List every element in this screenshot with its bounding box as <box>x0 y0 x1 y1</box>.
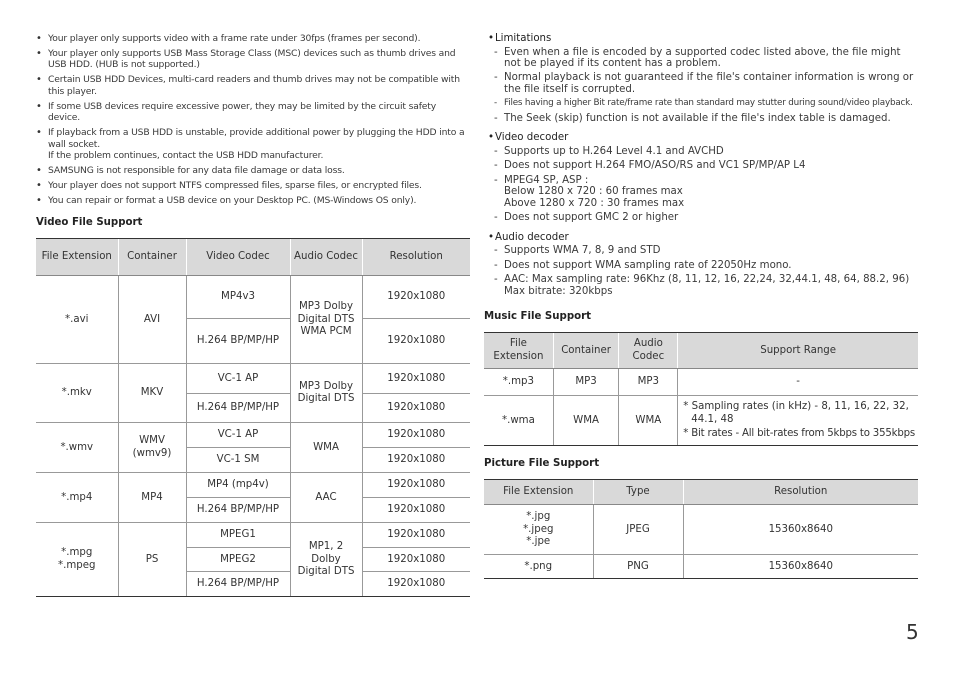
header-type: Type <box>593 480 683 505</box>
bullet-dot: • <box>488 33 495 44</box>
cell-resolution: 1920x1080 <box>362 364 470 394</box>
cell-video-codec: H.264 BP/MP/HP <box>186 572 290 597</box>
cell-audio-codec: MP3 <box>619 369 678 396</box>
header-file-extension: File Extension <box>484 480 593 505</box>
picture-file-support-title: Picture File Support <box>484 458 600 470</box>
cell-video-codec: VC-1 AP <box>186 364 290 394</box>
limitations-list <box>484 47 918 125</box>
cell-extension: *.mp3 <box>484 369 553 396</box>
cell-resolution: 1920x1080 <box>362 498 470 523</box>
table-header-row <box>36 239 470 276</box>
table-row <box>484 369 918 396</box>
cell-audio-codec: AAC <box>290 473 362 523</box>
bullet-dot: • <box>488 132 495 144</box>
table-row <box>36 423 470 448</box>
cell-extension: *.wma <box>484 396 553 446</box>
mpeg4-line-1: MPEG4 SP, ASP : <box>504 174 589 186</box>
ext-jpg: *.jpg <box>526 511 551 523</box>
table-row <box>36 523 470 548</box>
header-container: Container <box>553 333 619 369</box>
cell-video-codec: MP4v3 <box>186 276 290 319</box>
cell-video-codec: H.264 BP/MP/HP <box>186 498 290 523</box>
list-item: - Does not support GMC 2 or higher <box>494 212 918 224</box>
cell-audio-codec: WMA <box>619 396 678 446</box>
cell-audio-codec: MP3 Dolby Digital DTS <box>290 364 362 423</box>
audio-decoder-list <box>484 245 918 297</box>
ext-mpg: *.mpg <box>61 547 93 559</box>
table-row <box>484 555 918 579</box>
video-file-support-table <box>36 238 470 597</box>
ext-mpeg: *.mpeg <box>58 559 96 571</box>
header-container: Container <box>118 239 186 276</box>
list-item: - Does not support H.264 FMO/ASO/RS and VC1 SP/MP/AP L4 <box>494 160 918 172</box>
list-item: - Normal playback is not guaranteed if the file's container information is wrong or the file itself is corrupted. <box>494 72 918 95</box>
header-audio-codec: Audio Codec <box>290 239 362 276</box>
list-item <box>494 274 918 297</box>
list-item <box>494 175 918 210</box>
video-decoder-group <box>484 132 918 223</box>
music-file-support-table <box>484 332 918 446</box>
ext-jpeg: *.jpeg <box>523 523 554 535</box>
note-item: • If playback from a USB HDD is unstable, provide additional power by plugging the HDD into a wall socket. If the problem continues, contact the USB HDD manufacturer. <box>36 127 470 161</box>
note-item: • Your player does not support NTFS compressed files, sparse files, or encrypted files. <box>36 180 470 191</box>
cell-resolution: 1920x1080 <box>362 473 470 498</box>
cell-container: MP3 <box>553 369 619 396</box>
page-number: 5 <box>906 620 919 644</box>
cell-video-codec: MPEG1 <box>186 523 290 548</box>
audio-decoder-group <box>484 232 918 297</box>
cell-resolution: 1920x1080 <box>362 448 470 473</box>
usb-notes-list <box>36 33 470 206</box>
mpeg4-line-3: Above 1280 x 720 : 30 frames max <box>504 197 685 209</box>
right-column <box>484 33 918 579</box>
table-header-row <box>484 333 918 369</box>
limitations-title: Limitations <box>495 33 552 44</box>
cell-resolution: 1920x1080 <box>362 572 470 597</box>
cell-video-codec: MP4 (mp4v) <box>186 473 290 498</box>
music-file-support-title: Music File Support <box>484 311 591 323</box>
audio-decoder-title: Audio decoder <box>495 231 569 243</box>
list-item: - Files having a higher Bit rate/frame rate than standard may stutter during sound/video playback. <box>494 98 918 110</box>
cell-resolution: 1920x1080 <box>362 319 470 364</box>
header-video-codec: Video Codec <box>186 239 290 276</box>
cell-container: AVI <box>118 276 186 364</box>
table-row <box>36 364 470 394</box>
cell-extension: *.wmv <box>36 423 118 473</box>
table-row <box>36 276 470 319</box>
cell-video-codec: VC-1 SM <box>186 448 290 473</box>
note-item: • Your player only supports video with a frame rate under 30fps (frames per second). <box>36 33 470 44</box>
list-item: - Does not support WMA sampling rate of 22050Hz mono. <box>494 260 918 272</box>
header-file-extension: File Extension <box>484 333 553 369</box>
cell-audio-codec: MP3 Dolby Digital DTS WMA PCM <box>290 276 362 364</box>
mpeg4-line-2: Below 1280 x 720 : 60 frames max <box>504 186 683 198</box>
list-item: - The Seek (skip) function is not available if the file's index table is damaged. <box>494 113 918 125</box>
note-continuation: If the problem continues, contact the USB HDD manufacturer. <box>48 150 324 162</box>
header-support-range: Support Range <box>678 333 918 369</box>
cell-extension: *.mkv <box>36 364 118 423</box>
aac-line-1: AAC: Max sampling rate: 96Khz (8, 11, 12, 16, 22,24, 32,44.1, 48, 64, 88.2, 96) <box>504 274 910 286</box>
cell-container: WMV (wmv9) <box>118 423 186 473</box>
note-item: • SAMSUNG is not responsible for any data file damage or data loss. <box>36 165 470 176</box>
video-file-support-title: Video File Support <box>36 217 143 229</box>
cell-resolution: 1920x1080 <box>362 276 470 319</box>
cell-container: MKV <box>118 364 186 423</box>
cell-resolution: 1920x1080 <box>362 423 470 448</box>
table-row <box>36 473 470 498</box>
table-row <box>484 505 918 555</box>
list-item: - Supports up to H.264 Level 4.1 and AVCHD <box>494 146 918 158</box>
cell-extension: *.avi <box>36 276 118 364</box>
cell-resolution: 1920x1080 <box>362 523 470 548</box>
ext-jpe: *.jpe <box>526 536 551 548</box>
cell-video-codec: H.264 BP/MP/HP <box>186 394 290 423</box>
list-item: - Even when a file is encoded by a supported codec listed above, the file might not be played if its content has a problem. <box>494 47 918 70</box>
cell-resolution: 1920x1080 <box>362 394 470 423</box>
header-resolution: Resolution <box>362 239 470 276</box>
cell-type: PNG <box>593 555 683 579</box>
bullet-dot: • <box>488 231 495 243</box>
note-item: • If some USB devices require excessive power, they may be limited by the circuit safety device. <box>36 101 470 124</box>
header-file-extension: File Extension <box>36 239 118 276</box>
cell-support-range: - <box>678 369 918 396</box>
cell-audio-codec: WMA <box>290 423 362 473</box>
video-decoder-title: Video decoder <box>495 132 569 144</box>
cell-container: PS <box>118 523 186 597</box>
cell-audio-codec: MP1, 2 Dolby Digital DTS <box>290 523 362 597</box>
video-decoder-list <box>484 146 918 224</box>
cell-extension <box>36 523 118 597</box>
cell-resolution: 15360x8640 <box>683 505 918 555</box>
cell-video-codec: VC-1 AP <box>186 423 290 448</box>
header-resolution: Resolution <box>683 480 918 505</box>
cell-video-codec: H.264 BP/MP/HP <box>186 319 290 364</box>
list-item: - Supports WMA 7, 8, 9 and STD <box>494 245 918 257</box>
cell-extension: *.png <box>484 555 593 579</box>
note-item: • You can repair or format a USB device on your Desktop PC. (MS-Windows OS only). <box>36 195 470 206</box>
cell-resolution: 15360x8640 <box>683 555 918 579</box>
aac-line-2: Max bitrate: 320kbps <box>504 285 613 297</box>
picture-file-support-table <box>484 479 918 579</box>
sampling-rates-text: * Sampling rates (in kHz) - 8, 11, 16, 22, 32, 44.1, 48 <box>683 401 909 425</box>
cell-resolution: 1920x1080 <box>362 548 470 572</box>
header-audio-codec: Audio Codec <box>619 333 678 369</box>
table-row <box>484 396 918 446</box>
limitations-group <box>484 33 918 124</box>
bit-rates-text: * Bit rates - All bit-rates from 5kbps to 355kbps <box>683 428 915 440</box>
note-item: • Your player only supports USB Mass Storage Class (MSC) devices such as thumb drives and USB HDD. (HUB is not supported.) <box>36 48 470 71</box>
cell-type: JPEG <box>593 505 683 555</box>
left-column <box>36 33 470 597</box>
cell-video-codec: MPEG2 <box>186 548 290 572</box>
cell-extension: *.mp4 <box>36 473 118 523</box>
note-item: • Certain USB HDD Devices, multi-card readers and thumb drives may not be compatible with this player. <box>36 74 470 97</box>
cell-support-range <box>678 396 918 446</box>
cell-container: MP4 <box>118 473 186 523</box>
cell-extension <box>484 505 593 555</box>
cell-container: WMA <box>553 396 619 446</box>
table-header-row <box>484 480 918 505</box>
